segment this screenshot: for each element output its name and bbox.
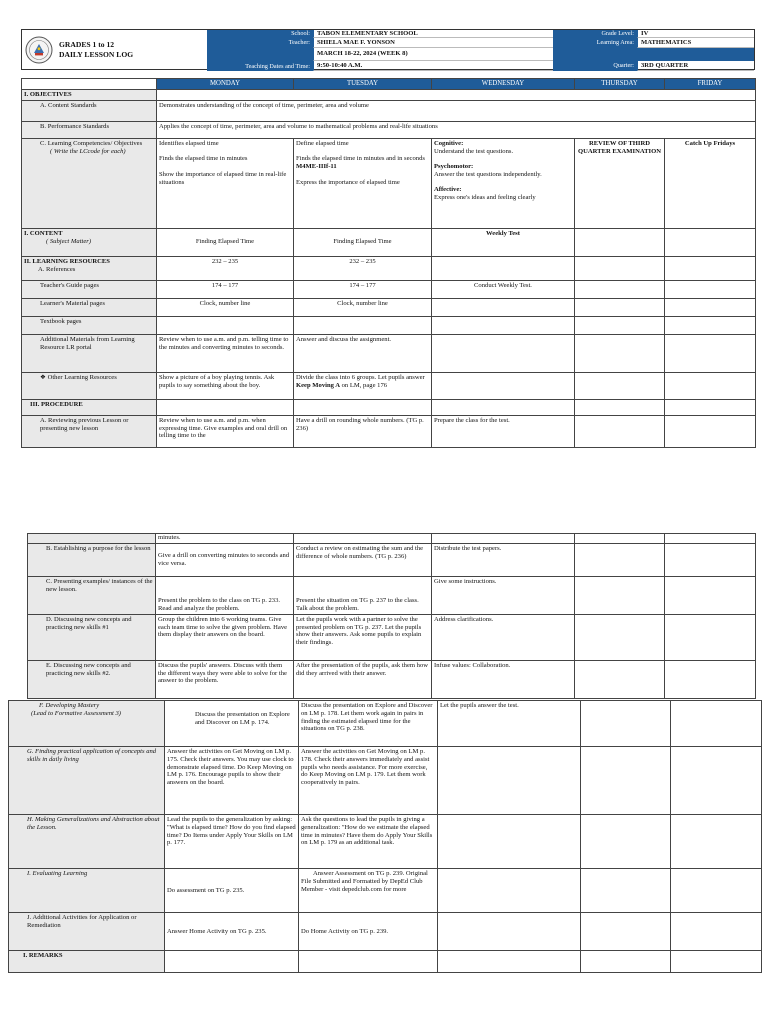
resources-monday: 232 – 235 <box>157 256 294 280</box>
day-tuesday: TUESDAY <box>294 79 432 90</box>
affective-text: Express one's ideas and feeling clearly <box>434 194 536 202</box>
teachers-guide-thursday <box>575 280 665 298</box>
discussing-concepts-2-friday <box>665 660 756 698</box>
performance-standards-row <box>22 121 756 138</box>
psychomotor-text: Answer the test questions independently. <box>434 170 542 178</box>
textbook-row <box>22 316 756 334</box>
procedure-title-row <box>22 399 756 415</box>
evaluating-learning-label: I. Evaluating Learning <box>9 869 165 913</box>
competencies-wednesday <box>432 138 575 228</box>
discussing-concepts-2-label: E. Discussing new concepts and practicing new skills #2. <box>28 660 156 698</box>
competencies-monday-line3: Show the importance of elapsed time in real-life situations <box>159 170 287 186</box>
practical-application-row <box>9 747 762 815</box>
generalizations-monday: Lead the pupils to the generalization by asking: "What is elapsed time? How do you find elapsed time? Do Items under Apply Your Skills on LM p. 177. <box>165 815 299 869</box>
reviewing-lesson-thursday <box>575 415 665 447</box>
additional-materials-friday <box>665 334 756 372</box>
header-info-grid <box>207 30 754 69</box>
developing-mastery-wednesday: Let the pupils answer the test. <box>438 701 581 747</box>
header-title <box>59 40 133 59</box>
competencies-monday-line2: Finds the elapsed time in minutes <box>159 155 248 163</box>
additional-materials-monday: Review when to use a.m. and p.m. telling time to the minutes and converting minutes to seconds. <box>157 334 294 372</box>
teachers-guide-row <box>22 280 756 298</box>
remarks-row <box>9 951 762 973</box>
competencies-tuesday-code: M4ME-IIIf-11 <box>296 163 337 171</box>
other-resources-thursday <box>575 372 665 399</box>
additional-activities-wednesday <box>438 913 581 951</box>
generalizations-wednesday <box>438 815 581 869</box>
developing-mastery-sub: (Lead to Formative Assessment 3) <box>31 709 121 717</box>
discussing-concepts-2-wednesday: Infuse values: Collaboration. <box>432 660 575 698</box>
area-label: Learning Area: <box>553 38 637 48</box>
competencies-note: ( Write the LCcode for each) <box>50 147 126 155</box>
learners-material-row <box>22 298 756 316</box>
practical-application-tuesday: Answer the activities on Get Moving on LM p. 178. Check their answers immediately and assist pupils who needs assistance. For more exercise, do Keep Moving on LM p. 179. Let them work cooperatively in pairs. <box>299 747 438 815</box>
day-friday: FRIDAY <box>665 79 756 90</box>
additional-activities-label: J. Additional Activities for Application or Remediation <box>9 913 165 951</box>
remarks-label: I. REMARKS <box>9 951 165 973</box>
procedure-title-monday <box>157 399 294 415</box>
evaluating-learning-row <box>9 869 762 913</box>
time-value: 9:50-10:40 A.M. <box>313 61 553 71</box>
evaluating-learning-thursday <box>581 869 671 913</box>
header-title-line1: GRADES 1 to 12 <box>59 40 115 50</box>
generalizations-label: H. Making Generalizations and Abstraction about the Lesson. <box>9 815 165 869</box>
header-title-area <box>22 30 207 69</box>
presenting-examples-friday <box>665 576 756 614</box>
content-standards-label: A. Content Standards <box>22 100 157 121</box>
remarks-wednesday <box>438 951 581 973</box>
day-thursday: THURSDAY <box>575 79 665 90</box>
grade-label: Grade Level: <box>553 30 637 38</box>
resources-tuesday: 232 – 235 <box>294 256 432 280</box>
learners-material-thursday <box>575 298 665 316</box>
presenting-examples-wednesday: Give some instructions. <box>432 576 575 614</box>
content-standards-row <box>22 100 756 121</box>
references-label: A. References <box>38 265 76 273</box>
content-monday: Finding Elapsed Time <box>157 228 294 256</box>
content-wednesday: Weekly Test <box>432 228 575 256</box>
content-standards-text: Demonstrates understanding of the concept of time, perimeter, area and volume <box>157 100 756 121</box>
reviewing-lesson-monday: Review when to use a.m. and p.m. when expressing time. Give examples and oral drill on telling time to the <box>157 415 294 447</box>
presenting-examples-label: C. Presenting examples/ instances of the new lesson. <box>28 576 156 614</box>
establishing-purpose-row <box>28 543 756 576</box>
other-resources-friday <box>665 372 756 399</box>
establishing-purpose-thursday <box>575 543 665 576</box>
procedure-title-wednesday <box>432 399 575 415</box>
practical-application-thursday <box>581 747 671 815</box>
content-thursday <box>575 228 665 256</box>
generalizations-thursday <box>581 815 671 869</box>
discussing-concepts-1-thursday <box>575 614 665 660</box>
content-sub: ( Subject Matter) <box>46 237 92 245</box>
developing-mastery-tuesday: Discuss the presentation on Explore and Discover on LM p. 178. Let them work again in pairs in finding the estimated elapsed time for the situations on TG p. 238. <box>299 701 438 747</box>
practical-application-wednesday <box>438 747 581 815</box>
reviewing-lesson-friday <box>665 415 756 447</box>
quarter-value: 3RD QUARTER <box>637 61 754 71</box>
competencies-label-cell <box>22 138 157 228</box>
objectives-title-row <box>22 90 756 101</box>
school-value: TABON ELEMENTARY SCHOOL <box>313 30 553 38</box>
developing-mastery-row <box>9 701 762 747</box>
competencies-tuesday-line1: Define elapsed time <box>296 139 349 147</box>
additional-activities-row <box>9 913 762 951</box>
remarks-tuesday <box>299 951 438 973</box>
content-label-cell <box>22 228 157 256</box>
textbook-thursday <box>575 316 665 334</box>
reviewing-lesson-continued-row <box>28 534 756 544</box>
grade-value: IV <box>637 30 754 38</box>
developing-mastery-label-cell <box>9 701 165 747</box>
diamond-bullet-icon: ❖ <box>40 373 46 381</box>
header-title-line2: DAILY LESSON LOG <box>59 49 134 59</box>
content-friday <box>665 228 756 256</box>
discussing-concepts-2-row <box>28 660 756 698</box>
reviewing-lesson-row <box>22 415 756 447</box>
textbook-wednesday <box>432 316 575 334</box>
evaluating-learning-monday: Do assessment on TG p. 235. <box>165 869 299 913</box>
discussing-concepts-1-tuesday: Let the pupils work with a partner to solve the presented problem on TG p. 237. Let the pupils show their answers. Ask some pupils to explain their findings. <box>294 614 432 660</box>
day-wednesday: WEDNESDAY <box>432 79 575 90</box>
performance-standards-text: Applies the concept of time, perimeter, area and volume to mathematical problems and real-life situations <box>157 121 756 138</box>
presenting-examples-monday: Present the problem to the class on TG p. 233. Read and analyze the problem. <box>156 576 294 614</box>
additional-materials-thursday <box>575 334 665 372</box>
resources-row <box>22 256 756 280</box>
objectives-title: I. OBJECTIVES <box>22 90 157 101</box>
additional-materials-wednesday <box>432 334 575 372</box>
learners-material-friday <box>665 298 756 316</box>
competencies-tuesday <box>294 138 432 228</box>
evaluating-learning-wednesday <box>438 869 581 913</box>
cognitive-heading: Cognitive: <box>434 139 464 147</box>
developing-mastery-friday <box>671 701 762 747</box>
teachers-guide-monday: 174 – 177 <box>157 280 294 298</box>
procedure-title: III. PROCEDURE <box>22 399 157 415</box>
cognitive-text: Understand the test questions. <box>434 147 514 155</box>
content-label: I. CONTENT <box>24 229 63 237</box>
other-resources-row <box>22 372 756 399</box>
reviewing-continued-friday <box>665 534 756 544</box>
competencies-monday <box>157 138 294 228</box>
discussing-concepts-1-label: D. Discussing new concepts and practicing new skills #1 <box>28 614 156 660</box>
affective-heading: Affective: <box>434 186 462 194</box>
resources-label-cell <box>22 256 157 280</box>
textbook-monday <box>157 316 294 334</box>
remarks-friday <box>671 951 762 973</box>
lesson-table-page2-upper <box>27 533 756 699</box>
textbook-label: Textbook pages <box>22 316 157 334</box>
reviewing-continued-label <box>28 534 156 544</box>
establishing-purpose-wednesday: Distribute the test papers. <box>432 543 575 576</box>
procedure-title-tuesday <box>294 399 432 415</box>
resources-friday <box>665 256 756 280</box>
header-blank-cell <box>553 48 637 61</box>
presenting-examples-row <box>28 576 756 614</box>
reviewing-lesson-tuesday: Have a drill on rounding whole numbers. (TG p. 236) <box>294 415 432 447</box>
competencies-monday-line1: Identifies elapsed time <box>159 139 219 147</box>
lesson-table-page1 <box>21 78 756 448</box>
day-monday: MONDAY <box>157 79 294 90</box>
presenting-examples-tuesday: Present the situation on TG p. 237 to the class. Talk about the problem. <box>294 576 432 614</box>
learners-material-tuesday: Clock, number line <box>294 298 432 316</box>
day-header-blank <box>22 79 157 90</box>
developing-mastery-label: F. Developing Mastery <box>39 702 100 709</box>
competencies-friday: Catch Up Fridays <box>665 138 756 228</box>
practical-application-label: G. Finding practical application of concepts and skills in daily living <box>9 747 165 815</box>
presenting-examples-thursday <box>575 576 665 614</box>
additional-materials-row <box>22 334 756 372</box>
reviewing-continued-thursday <box>575 534 665 544</box>
school-label: School: <box>207 30 313 38</box>
discussing-concepts-2-thursday <box>575 660 665 698</box>
procedure-title-thursday <box>575 399 665 415</box>
establishing-purpose-friday <box>665 543 756 576</box>
dates-label: Teaching Dates and Time: <box>207 48 313 71</box>
header-blank-cell <box>637 48 754 61</box>
remarks-monday <box>165 951 299 973</box>
learners-material-label: Learner's Material pages <box>22 298 157 316</box>
resources-thursday <box>575 256 665 280</box>
discussing-concepts-1-row <box>28 614 756 660</box>
deped-seal-icon <box>25 36 53 64</box>
other-resources-wednesday <box>432 372 575 399</box>
developing-mastery-thursday <box>581 701 671 747</box>
objectives-title-span <box>157 90 756 101</box>
practical-application-monday: Answer the activities on Get Moving on LM p. 175. Check their answers. You may use clock to demonstrate elapsed time. Do Keep Moving on LM p. 176. Encourage pupils to show their answers on the board. <box>165 747 299 815</box>
other-resources-tuesday <box>294 372 432 399</box>
teacher-value: SHIELA MAE F. YONSON <box>313 38 553 48</box>
reviewing-continued-tuesday <box>294 534 432 544</box>
reviewing-continued-wednesday <box>432 534 575 544</box>
discussing-concepts-2-tuesday: After the presentation of the pupils, ask them how did they arrived with their answer. <box>294 660 432 698</box>
other-resources-label-cell <box>22 372 157 399</box>
developing-mastery-monday: Discuss the presentation on Explore and Discover on LM p. 174. <box>165 701 299 747</box>
generalizations-tuesday: Ask the questions to lead the pupils in giving a generalization: "How do we estimate the elapsed time in minutes? Have them do Apply Your Skills on LM p. 179 as an additional task. <box>299 815 438 869</box>
learners-material-monday: Clock, number line <box>157 298 294 316</box>
additional-materials-label: Additional Materials from Learning Resource LR portal <box>22 334 157 372</box>
content-row <box>22 228 756 256</box>
competencies-thursday: REVIEW OF THIRD QUARTER EXAMINATION <box>575 138 665 228</box>
reviewing-lesson-wednesday: Prepare the class for the test. <box>432 415 575 447</box>
teacher-label: Teacher: <box>207 38 313 48</box>
additional-activities-monday: Answer Home Activity on TG p. 235. <box>165 913 299 951</box>
lesson-table-page2-lower <box>8 700 762 973</box>
other-resources-tuesday-pre: Divide the class into 6 groups. Let pupils answer <box>296 373 425 381</box>
reviewing-lesson-label: A. Reviewing previous Lesson or presenting new lesson <box>22 415 157 447</box>
evaluating-learning-friday <box>671 869 762 913</box>
other-resources-monday: Show a picture of a boy playing tennis. Ask pupils to say something about the boy. <box>157 372 294 399</box>
discussing-concepts-1-friday <box>665 614 756 660</box>
quarter-label: Quarter: <box>553 61 637 71</box>
performance-standards-label: B. Performance Standards <box>22 121 157 138</box>
practical-application-friday <box>671 747 762 815</box>
area-value: MATHEMATICS <box>637 38 754 48</box>
additional-activities-thursday <box>581 913 671 951</box>
remarks-thursday <box>581 951 671 973</box>
teachers-guide-friday <box>665 280 756 298</box>
generalizations-friday <box>671 815 762 869</box>
other-resources-label: Other Learning Resources <box>47 373 117 381</box>
reviewing-continued-monday: minutes. <box>156 534 294 544</box>
learners-material-wednesday <box>432 298 575 316</box>
day-header-row <box>22 79 756 90</box>
dates-value: MARCH 18-22, 2024 (WEEK 8) <box>313 48 553 61</box>
establishing-purpose-monday: Give a drill on converting minutes to seconds and vice versa. <box>156 543 294 576</box>
teachers-guide-wednesday: Conduct Weekly Test. <box>432 280 575 298</box>
discussing-concepts-1-monday: Group the children into 6 working teams. Give each team time to solve the given problem. Have them display their answers on the board. <box>156 614 294 660</box>
teachers-guide-label: Teacher's Guide pages <box>22 280 157 298</box>
procedure-title-friday <box>665 399 756 415</box>
establishing-purpose-label: B. Establishing a purpose for the lesson <box>28 543 156 576</box>
psychomotor-heading: Psychomotor: <box>434 163 474 171</box>
competencies-tuesday-line2: Finds the elapsed time in minutes and in seconds <box>296 155 425 163</box>
textbook-friday <box>665 316 756 334</box>
competencies-row <box>22 138 756 228</box>
content-tuesday: Finding Elapsed Time <box>294 228 432 256</box>
resources-wednesday <box>432 256 575 280</box>
evaluating-learning-tuesday: Answer Assessment on TG p. 239. Original File Submitted and Formatted by DepEd Club Member - visit depedclub.com for more <box>299 869 438 913</box>
textbook-tuesday <box>294 316 432 334</box>
additional-activities-tuesday: Do Home Activity on TG p. 239. <box>299 913 438 951</box>
additional-materials-tuesday: Answer and discuss the assignment. <box>294 334 432 372</box>
teachers-guide-tuesday: 174 – 177 <box>294 280 432 298</box>
competencies-tuesday-line4: Express the importance of elapsed time <box>296 178 400 186</box>
competencies-label: C. Learning Competencies/ Objectives <box>40 139 143 147</box>
additional-activities-friday <box>671 913 762 951</box>
discussing-concepts-2-monday: Discuss the pupils' answers. Discuss with them the different ways they were able to solve for the answer to the problem. <box>156 660 294 698</box>
discussing-concepts-1-wednesday: Address clarifications. <box>432 614 575 660</box>
other-resources-tuesday-bold: Keep Moving A <box>296 381 340 389</box>
establishing-purpose-tuesday: Conduct a review on estimating the sum and the difference of whole numbers. (TG p. 236) <box>294 543 432 576</box>
other-resources-tuesday-post: on LM, page 176 <box>339 381 388 389</box>
header-block <box>21 29 755 70</box>
resources-label: II. LEARNING RESOURCES <box>24 257 110 265</box>
generalizations-row <box>9 815 762 869</box>
